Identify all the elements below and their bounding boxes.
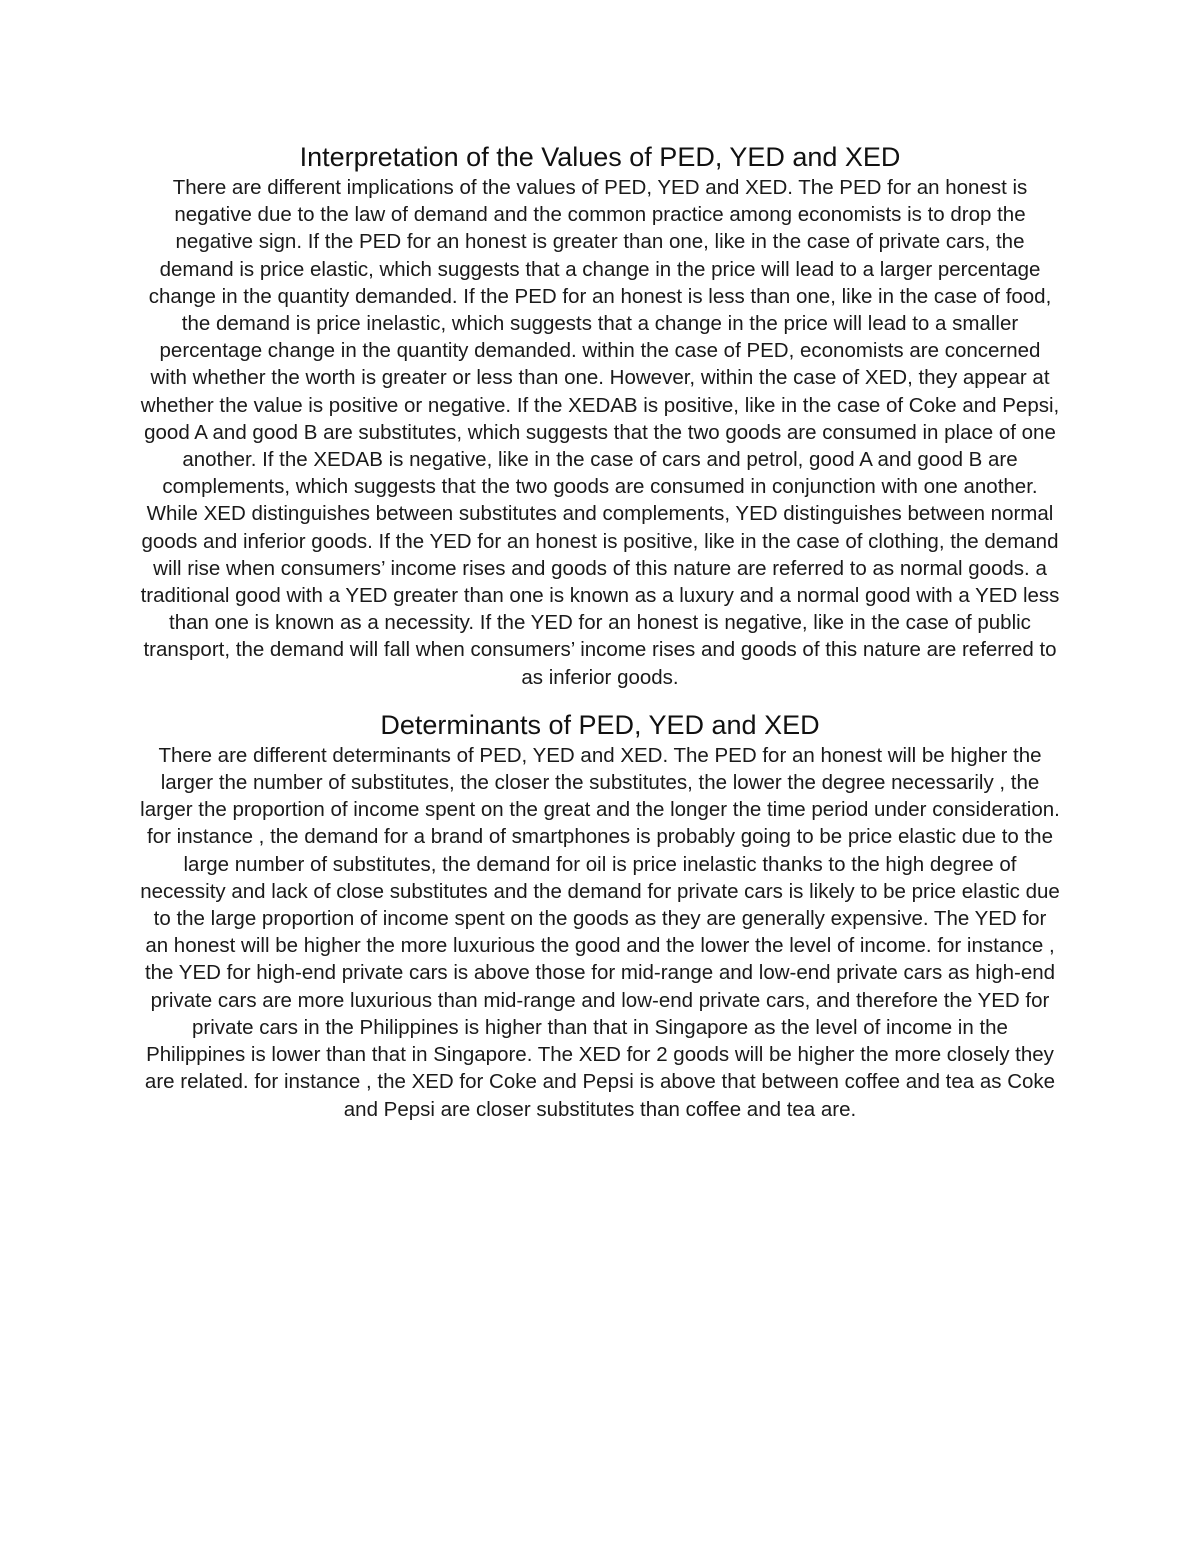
section-body: There are different determinants of PED, YED and XED. The PED for an honest will be higher the larger the number of substitutes, the closer the substitutes, the lower the degree necessarily , the larger the proportion of income spent on the great and the longer the time period under consideration. for instance , the demand for a brand of smartphones is probably going to be price elastic due to the large number of substitutes, the demand for oil is price inelastic thanks to the high degree of necessity and lack of close substitutes and the demand for private cars is likely to be price elastic due to the large proportion of income spent on the goods as they are generally expensive. The YED for an honest will be higher the more luxurious the good and the lower the level of income. for instance , the YED for high-end private cars is above those for mid-range and low-end private cars as high-end private cars are more luxurious than mid-range and low-end private cars, and therefore the YED for private cars in the Philippines is higher than that in Singapore as the level of income in the Philippines is lower than that in Singapore. The XED for 2 goods will be higher the more closely they are related. for instance , the XED for Coke and Pepsi is above that between coffee and tea as Coke and Pepsi are closer substitutes than coffee and tea are. <box>140 743 1060 1121</box>
section-interpretation <box>140 140 1060 691</box>
section-body: There are different implications of the values of PED, YED and XED. The PED for an honest is negative due to the law of demand and the common practice among economists is to drop the negative sign. If the PED for an honest is greater than one, like in the case of private cars, the demand is price elastic, which suggests that a change in the price will lead to a larger percentage change in the quantity demanded. If the PED for an honest is less than one, like in the case of food, the demand is price inelastic, which suggests that a change in the price will lead to a smaller percentage change in the quantity demanded. within the case of PED, economists are concerned with whether the worth is greater or less than one. However, within the case of XED, they appear at whether the value is positive or negative. If the XEDAB is positive, like in the case of Coke and Pepsi, good A and good B are substitutes, which suggests that the two goods are consumed in place of one another. If the XEDAB is negative, like in the case of cars and petrol, good A and good B are complements, which suggests that the two goods are consumed in conjunction with one another. While XED distinguishes between substitutes and complements, YED distinguishes between normal goods and inferior goods. If the YED for an honest is positive, like in the case of clothing, the demand will rise when consumers’ income rises and goods of this nature are referred to as normal goods. a traditional good with a YED greater than one is known as a luxury and a normal good with a YED less than one is known as a necessity. If the YED for an honest is negative, like in the case of public transport, the demand will fall when consumers’ income rises and goods of this nature are referred to as inferior goods. <box>140 176 1060 689</box>
section-title: Determinants of PED, YED and XED <box>380 709 820 740</box>
document-page <box>140 140 1060 1123</box>
section-determinants <box>140 708 1060 1123</box>
section-title: Interpretation of the Values of PED, YED and XED <box>299 142 901 172</box>
